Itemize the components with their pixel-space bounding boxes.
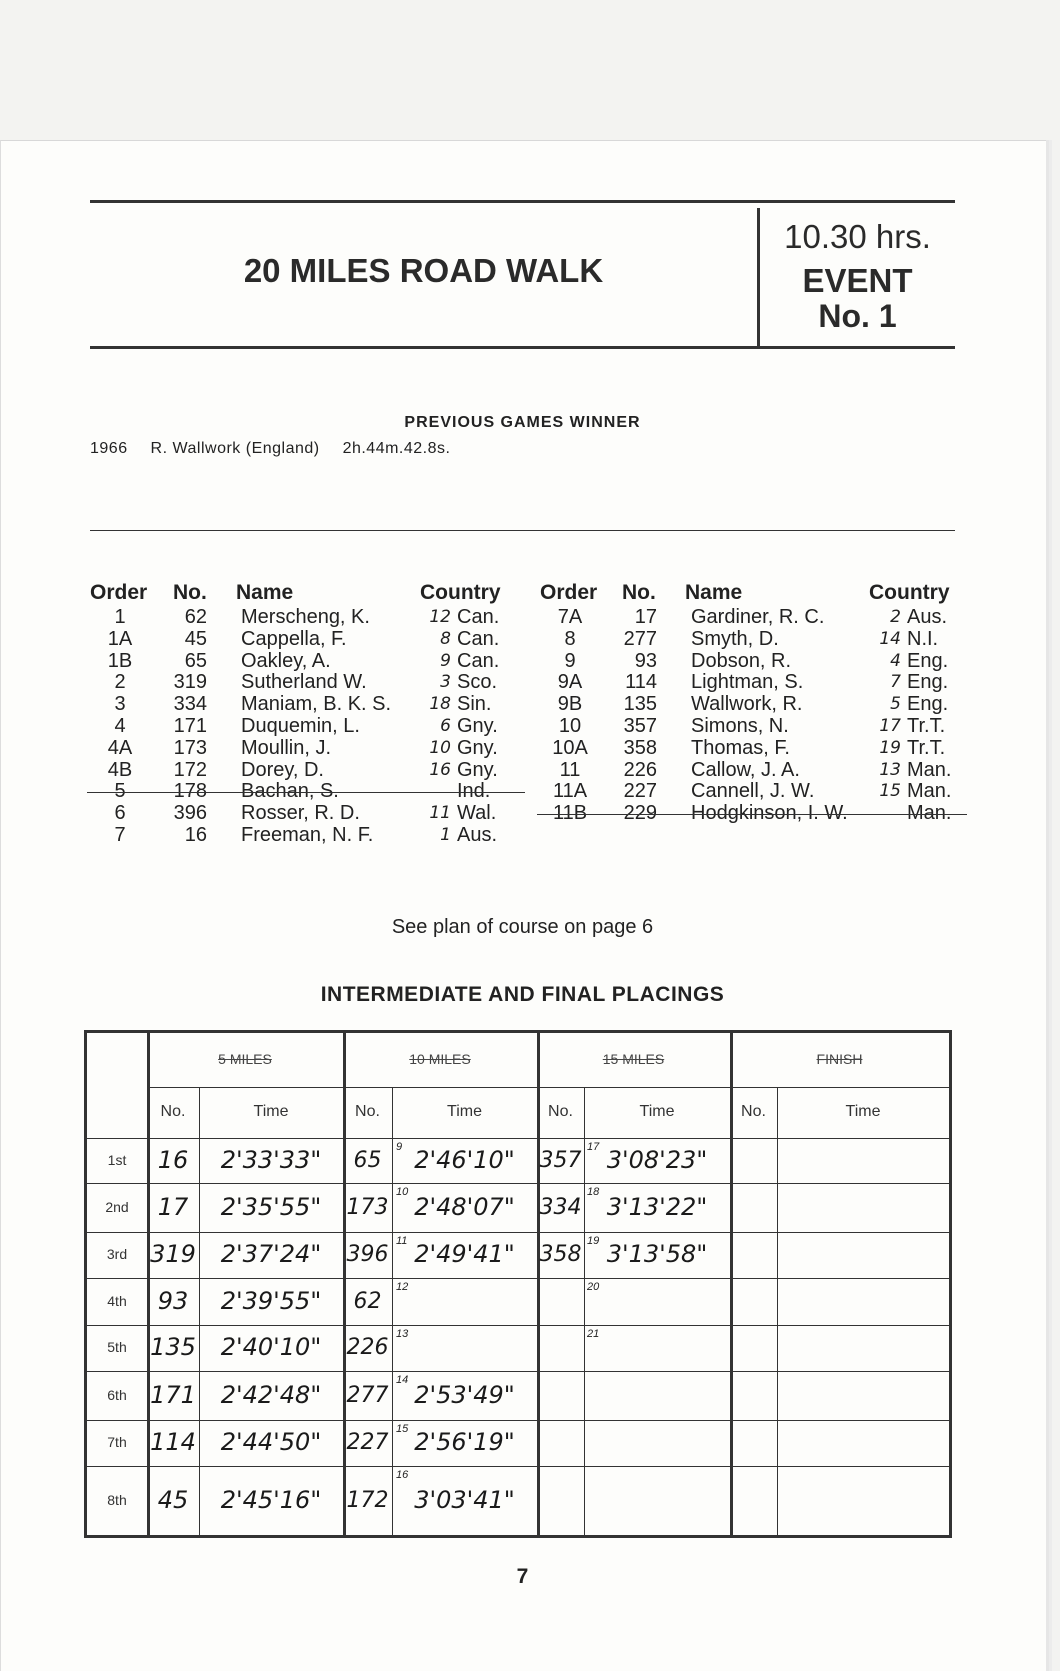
right-entry-order: 9B — [557, 693, 583, 716]
ten-miles-no: 173 — [346, 1194, 389, 1220]
rank-label: 7th — [107, 1434, 127, 1450]
group-header-3: 15 MILES — [602, 1051, 665, 1067]
left-entry-order: 1A — [107, 627, 133, 650]
left-entry-order: 6 — [114, 802, 126, 825]
time-subheader: Time — [253, 1103, 289, 1120]
no-subheader: No. — [160, 1103, 186, 1120]
left-entry-order: 2 — [114, 671, 126, 694]
left-name-header: Name — [236, 581, 294, 604]
section-separator — [90, 530, 955, 531]
event-label: EVENT — [802, 262, 913, 299]
right-entry-name: Dobson, R. — [691, 649, 792, 672]
left-entry-no: 334 — [173, 693, 207, 716]
ten-miles-no: 396 — [346, 1242, 389, 1267]
right-entry-country: Man. — [907, 802, 952, 825]
left-entry-name: Freeman, N. F. — [241, 824, 374, 846]
right-entry-order: 11B — [552, 802, 588, 825]
five-miles-no: 171 — [150, 1380, 196, 1409]
ten-miles-no: 172 — [346, 1487, 389, 1513]
left-entry-order: 4A — [107, 736, 133, 759]
header-top-rule — [90, 200, 955, 203]
right-entry-no: 226 — [623, 758, 657, 781]
left-entry-handwritten-mark: 8 — [440, 628, 451, 649]
group-header-1: 5 MILES — [218, 1051, 272, 1067]
previous-winner-line — [90, 440, 468, 458]
right-entry-country: Man. — [907, 780, 952, 803]
right-entry-no: 229 — [623, 802, 657, 825]
left-entry-country: Can. — [457, 627, 500, 650]
right-order-header: Order — [540, 581, 598, 604]
right-entry-country: Tr.T. — [907, 736, 946, 759]
left-entry-name: Dorey, D. — [241, 758, 324, 781]
rank-label: 6th — [107, 1386, 127, 1403]
event-number: No. 1 — [818, 298, 897, 334]
left-no-header: No. — [173, 581, 207, 604]
no-subheader: No. — [548, 1103, 573, 1120]
right-entry-name: Callow, J. A. — [691, 758, 800, 781]
previous-winner-time: 2h.44m.42.8s. — [342, 440, 451, 457]
right-entry-country: Eng. — [907, 649, 949, 672]
right-entry-name: Hodgkinson, I. W. — [691, 802, 848, 825]
left-entry-no: 171 — [173, 715, 207, 737]
right-entry-name: Thomas, F. — [691, 736, 790, 759]
left-entry-handwritten-mark: 10 — [429, 737, 451, 758]
ten-miles-time: 2'56'19" — [414, 1428, 515, 1456]
ten-miles-no: 65 — [353, 1147, 382, 1173]
ten-miles-position-mark: 12 — [396, 1281, 409, 1293]
ten-miles-no: 227 — [346, 1430, 389, 1455]
five-miles-no: 93 — [157, 1286, 189, 1315]
five-miles-time: 2'37'24" — [220, 1240, 322, 1268]
left-entry-country: Gny. — [457, 758, 498, 781]
five-miles-time: 2'42'48" — [220, 1380, 322, 1409]
left-entry-handwritten-mark: 18 — [429, 694, 451, 715]
left-entry-order: 5 — [114, 780, 126, 803]
fifteen-miles-time: 3'08'23" — [606, 1145, 708, 1174]
left-entry-country: Can. — [457, 606, 500, 628]
five-miles-no: 17 — [157, 1192, 189, 1221]
ten-miles-position-mark: 15 — [396, 1423, 409, 1435]
right-no-header: No. — [622, 581, 656, 604]
right-entry-order: 8 — [564, 627, 576, 650]
left-entry-country: Sco. — [457, 671, 498, 694]
table-vertical-rule — [777, 1087, 778, 1535]
left-entry-name: Duquemin, L. — [241, 715, 360, 737]
left-entry-name: Oakley, A. — [241, 649, 331, 672]
fifteen-miles-no: 357 — [539, 1147, 582, 1173]
left-entry-handwritten-mark: 9 — [440, 650, 451, 671]
ten-miles-time: 3'03'41" — [414, 1485, 515, 1514]
left-entry-handwritten-mark: 11 — [429, 803, 451, 824]
right-entry-handwritten-mark: 19 — [879, 737, 901, 758]
ten-miles-no: 62 — [353, 1288, 382, 1314]
right-entry-name: Smyth, D. — [691, 627, 779, 650]
rank-label: 3rd — [106, 1246, 128, 1262]
event-time: 10.30 hrs. — [784, 218, 931, 255]
five-miles-time: 2'40'10" — [220, 1333, 322, 1361]
left-entry-order: 1 — [114, 606, 126, 628]
page-number: 7 — [516, 1565, 529, 1588]
group-header-4: FINISH — [816, 1051, 863, 1067]
left-entry-no: 172 — [173, 758, 207, 781]
right-entry-order: 10A — [552, 736, 588, 759]
left-entry-country: Can. — [457, 649, 500, 672]
right-entry-handwritten-mark: 14 — [879, 628, 901, 649]
five-miles-time: 2'39'55" — [220, 1286, 322, 1315]
right-entry-name: Wallwork, R. — [691, 693, 803, 716]
ten-miles-no: 226 — [346, 1335, 389, 1360]
left-entry-no: 62 — [184, 606, 207, 628]
time-subheader: Time — [447, 1103, 482, 1120]
event-title: 20 MILES ROAD WALK — [243, 252, 604, 289]
right-entry-country: N.I. — [907, 627, 939, 650]
left-entry-country: Wal. — [457, 802, 497, 825]
time-subheader: Time — [845, 1103, 881, 1120]
ten-miles-time: 2'53'49" — [414, 1380, 515, 1409]
right-entry-no: 135 — [623, 693, 657, 716]
left-entry-no: 16 — [184, 824, 207, 846]
right-entry-no: 17 — [634, 606, 657, 628]
rank-label: 1st — [107, 1151, 127, 1168]
right-entry-no: 227 — [623, 780, 657, 803]
left-entry-no: 178 — [173, 780, 207, 803]
left-entry-no: 396 — [173, 802, 207, 825]
right-country-header: Country — [869, 581, 950, 604]
ten-miles-no: 277 — [346, 1382, 389, 1408]
right-entry-order: 11A — [552, 780, 588, 803]
left-entry-name: Merscheng, K. — [241, 606, 370, 628]
table-horizontal-rule — [87, 1420, 949, 1421]
group-header-2: 10 MILES — [409, 1051, 471, 1067]
right-entry-name: Simons, N. — [691, 715, 789, 737]
right-entry-name: Cannell, J. W. — [691, 780, 815, 803]
left-entry-name: Maniam, B. K. S. — [241, 693, 392, 716]
previous-winner-name: R. Wallwork (England) — [150, 440, 320, 457]
fifteen-miles-no: 334 — [539, 1194, 582, 1220]
right-entry-order: 11 — [559, 758, 581, 781]
rank-label: 5th — [107, 1339, 127, 1355]
five-miles-time: 2'35'55" — [220, 1192, 322, 1221]
left-entry-handwritten-mark: 6 — [440, 716, 451, 736]
fifteen-miles-position-mark: 19 — [587, 1235, 600, 1247]
five-miles-no: 135 — [150, 1333, 196, 1361]
rank-label: 8th — [107, 1491, 127, 1508]
course-note: See plan of course on page 6 — [391, 916, 654, 938]
left-entry-order: 4 — [114, 715, 126, 737]
right-entry-order: 9A — [557, 671, 583, 694]
right-entry-no: 114 — [625, 671, 657, 694]
left-entry-no: 45 — [184, 627, 207, 650]
ten-miles-position-mark: 10 — [396, 1186, 409, 1198]
left-entry-handwritten-mark: 16 — [429, 759, 451, 780]
ten-miles-position-mark: 16 — [396, 1469, 409, 1481]
fifteen-miles-no: 358 — [539, 1242, 582, 1267]
ten-miles-position-mark: 13 — [396, 1328, 409, 1340]
left-entry-country: Aus. — [457, 824, 498, 846]
left-entry-strikethrough — [87, 792, 525, 793]
left-entry-order: 3 — [114, 693, 126, 716]
left-entry-handwritten-mark: 1 — [440, 825, 451, 845]
ten-miles-position-mark: 9 — [396, 1141, 403, 1153]
table-horizontal-rule — [87, 1371, 949, 1372]
right-entry-handwritten-mark: 15 — [879, 781, 901, 802]
fifteen-miles-position-mark: 20 — [587, 1281, 600, 1293]
ten-miles-position-mark: 11 — [396, 1235, 408, 1247]
fifteen-miles-position-mark: 21 — [587, 1328, 600, 1340]
no-subheader: No. — [741, 1103, 766, 1120]
right-entry-order: 9 — [564, 649, 576, 672]
left-entry-no: 65 — [184, 649, 207, 672]
left-order-header: Order — [90, 581, 148, 604]
ten-miles-time: 2'49'41" — [414, 1240, 515, 1268]
left-entry-no: 173 — [173, 736, 207, 759]
table-horizontal-rule — [87, 1466, 949, 1467]
table-horizontal-rule — [87, 1138, 949, 1139]
ten-miles-time: 2'48'07" — [414, 1192, 515, 1221]
five-miles-no: 114 — [150, 1428, 196, 1456]
placings-table — [84, 1030, 952, 1538]
left-entry-order: 4B — [107, 758, 133, 781]
rank-label: 2nd — [105, 1198, 129, 1215]
left-entry-country: Ind. — [457, 780, 491, 803]
right-entry-name: Lightman, S. — [691, 671, 804, 694]
left-entry-country: Sin. — [457, 693, 492, 716]
ten-miles-time: 2'46'10" — [414, 1145, 515, 1174]
five-miles-no: 16 — [157, 1145, 189, 1174]
right-entry-country: Eng. — [907, 693, 949, 716]
right-entry-handwritten-mark: 5 — [890, 694, 901, 715]
right-entry-no: 277 — [623, 627, 657, 650]
table-horizontal-rule — [147, 1087, 949, 1088]
left-entry-name: Rosser, R. D. — [241, 802, 360, 825]
ten-miles-position-mark: 14 — [396, 1374, 409, 1386]
table-horizontal-rule — [87, 1232, 949, 1233]
left-entry-country: Gny. — [457, 736, 498, 759]
table-horizontal-rule — [87, 1325, 949, 1326]
right-name-header: Name — [685, 581, 743, 604]
left-entry-no: 319 — [173, 671, 207, 694]
right-entry-strikethrough — [537, 814, 967, 815]
left-entry-name: Cappella, F. — [241, 627, 347, 650]
table-horizontal-rule — [87, 1183, 949, 1184]
placings-heading: INTERMEDIATE AND FINAL PLACINGS — [320, 983, 725, 1006]
previous-winner-heading: PREVIOUS GAMES WINNER — [404, 414, 641, 431]
rank-label: 4th — [107, 1292, 127, 1309]
five-miles-no: 45 — [157, 1485, 189, 1514]
left-entry-handwritten-mark: 3 — [440, 672, 451, 693]
five-miles-time: 2'33'33" — [220, 1145, 322, 1174]
right-entry-order: 7A — [557, 606, 583, 628]
right-entry-country: Eng. — [907, 671, 949, 694]
right-entry-handwritten-mark: 7 — [890, 672, 901, 693]
right-entry-order: 10 — [558, 715, 582, 737]
left-entry-name: Sutherland W. — [241, 671, 367, 694]
right-entry-no: 357 — [623, 715, 657, 737]
left-entry-name: Moullin, J. — [241, 736, 332, 759]
right-entry-country: Aus. — [907, 606, 948, 628]
right-entry-handwritten-mark: 17 — [879, 716, 901, 736]
left-entry-country: Gny. — [457, 715, 498, 737]
right-entry-country: Tr.T. — [907, 715, 946, 737]
left-entry-order: 1B — [107, 649, 133, 672]
right-entry-handwritten-mark: 4 — [890, 650, 901, 671]
right-entry-no: 93 — [634, 649, 657, 672]
time-subheader: Time — [639, 1103, 675, 1120]
right-entry-handwritten-mark: 13 — [879, 759, 901, 780]
fifteen-miles-time: 3'13'58" — [606, 1240, 708, 1268]
table-horizontal-rule — [87, 1278, 949, 1279]
fifteen-miles-position-mark: 18 — [587, 1186, 600, 1198]
fifteen-miles-time: 3'13'22" — [606, 1192, 708, 1221]
no-subheader: No. — [355, 1103, 380, 1120]
header-bottom-rule — [90, 346, 955, 349]
left-entry-order: 7 — [114, 824, 126, 846]
left-entry-handwritten-mark: 12 — [429, 607, 451, 627]
five-miles-time: 2'45'16" — [220, 1485, 322, 1514]
right-entry-name: Gardiner, R. C. — [691, 606, 825, 628]
right-entry-no: 358 — [623, 736, 657, 759]
five-miles-time: 2'44'50" — [220, 1428, 322, 1456]
previous-winner-year: 1966 — [90, 440, 128, 457]
right-entry-country: Man. — [907, 758, 952, 781]
left-entry-name: Bachan, S. — [241, 780, 339, 803]
right-entry-handwritten-mark: 2 — [890, 607, 901, 627]
fifteen-miles-position-mark: 17 — [587, 1141, 600, 1153]
left-country-header: Country — [420, 581, 501, 604]
five-miles-no: 319 — [150, 1240, 196, 1268]
